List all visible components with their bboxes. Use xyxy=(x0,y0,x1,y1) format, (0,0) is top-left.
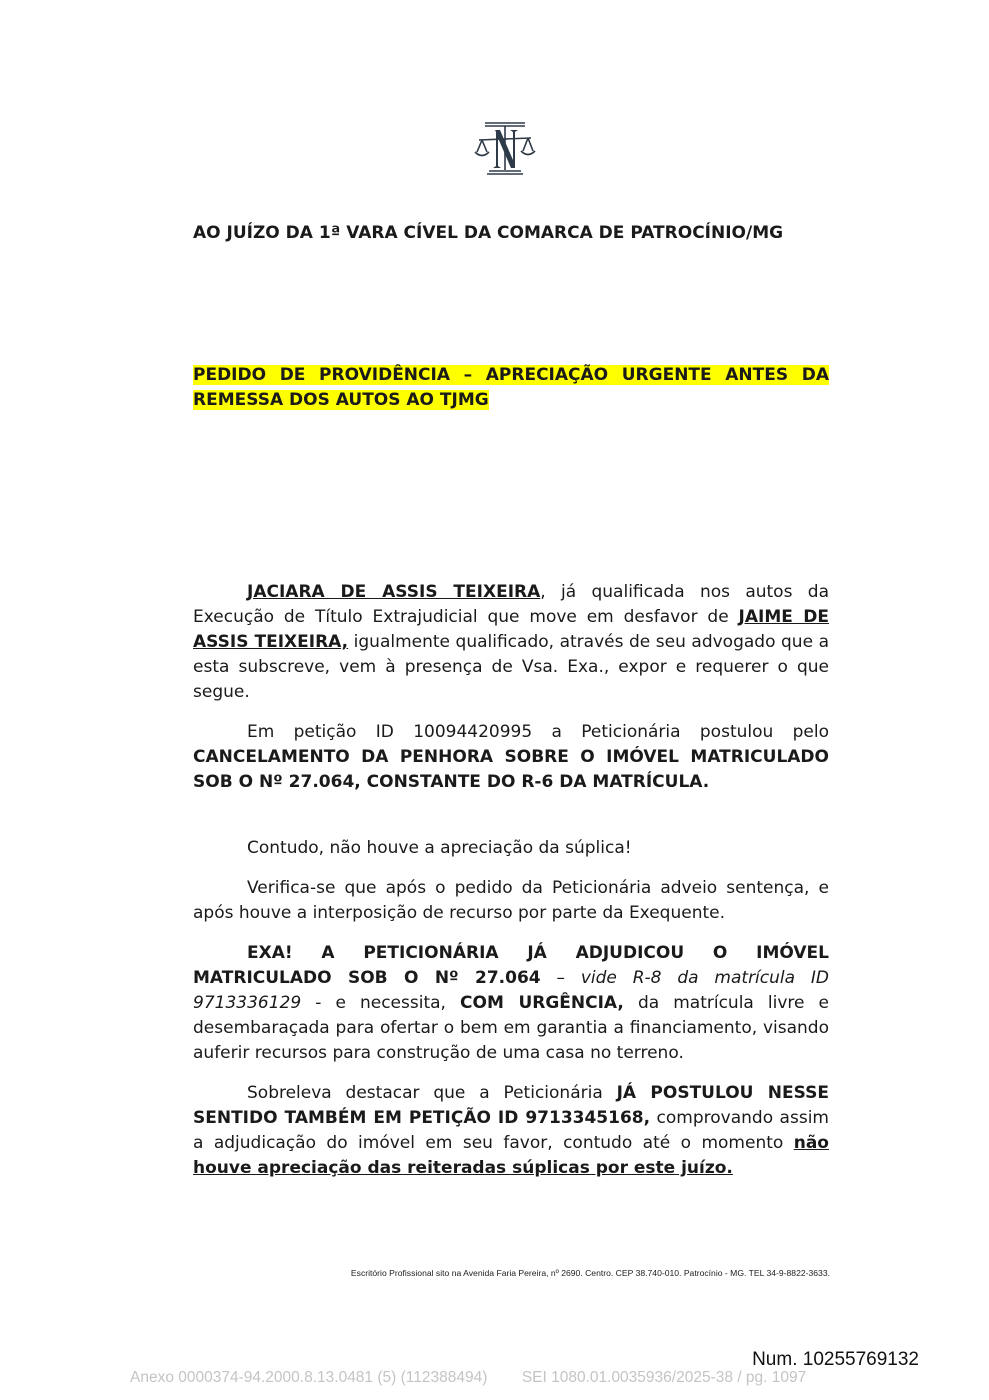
p6-bold-petition: JÁ POSTULOU NESSE SENTIDO TAMBÉM EM PETIÇÃO ID 9713345168, xyxy=(193,1083,829,1128)
petitioner-name: JACIARA DE ASSIS TEIXEIRA xyxy=(247,582,541,602)
p1-text-2: igualmente qualificado, através de seu advogado que a esta subscreve, vem à presença de Vsa. Exa., expor e requerer o que segue. xyxy=(193,632,830,702)
addressee-heading: AO JUÍZO DA 1ª VARA CÍVEL DA COMARCA DE PATROCÍNIO/MG xyxy=(193,223,784,243)
paragraph-sentence: Verifica-se que após o pedido da Peticionária adveio sentença, e após houve a interposição de recurso por parte da Exequente. xyxy=(193,878,829,923)
paragraph-previous-petition xyxy=(193,720,829,795)
p6-text-2: comprovando assim a adjudicação do imóvel em seu favor, contudo até o momento xyxy=(193,1108,829,1153)
p6-bold-underline-conclusion: não houve apreciação das reiteradas súplicas por este juízo. xyxy=(193,1133,829,1178)
paragraph-qualification xyxy=(193,580,829,705)
p5-text-2: - e necessita, xyxy=(301,993,461,1013)
annex-reference-watermark xyxy=(130,1369,806,1387)
paragraph-no-appreciation: Contudo, não houve a apreciação da súplica! xyxy=(247,838,632,858)
document-number: Num. 10255769132 xyxy=(752,1349,919,1370)
p5-text-3: da matrícula livre e desembaraçada para ofertar o bem em garantia a financiamento, visando auferir recursos para construção de uma casa no terreno. xyxy=(193,993,830,1063)
annex-reference-text: Anexo 0000374-94.2000.8.13.0481 (5) (112388494) SEI 1080.01.0035936/2025-38 / pg. 1097 xyxy=(130,1369,807,1386)
defendant-name: JAIME DE ASSIS TEIXEIRA, xyxy=(193,607,829,652)
p1-text-1: , já qualificada nos autos da Execução de Título Extrajudicial que move em desfavor de xyxy=(193,582,829,627)
scales-of-justice-logo xyxy=(473,118,537,176)
office-address-footer: Escritório Profissional sito na Avenida Faria Pereira, nº 2690. Centro. CEP 38.740-010. Patrocínio - MG. TEL 34-9-8822-3633. xyxy=(350,1268,830,1278)
p5-bold-urgency: COM URGÊNCIA, xyxy=(460,993,624,1013)
request-title-text: PEDIDO DE PROVIDÊNCIA – APRECIAÇÃO URGENTE ANTES DA REMESSA DOS AUTOS AO TJMG xyxy=(193,365,829,410)
p5-bold-1: EXA! A PETICIONÁRIA JÁ ADJUDICOU O IMÓVEL MATRICULADO SOB O Nº 27.064 xyxy=(193,943,829,988)
p2-bold-request: CANCELAMENTO DA PENHORA SOBRE O IMÓVEL MATRICULADO SOB O Nº 27.064, CONSTANTE DO R-6 DA MATRÍCULA. xyxy=(193,747,829,792)
p2-text-1: Em petição ID 10094420995 a Peticionária postulou pelo xyxy=(247,722,829,742)
paragraph-adjudication xyxy=(193,941,829,1066)
p6-text-1: Sobreleva destacar que a Peticionária xyxy=(247,1083,617,1103)
paragraph-reiterated-request xyxy=(193,1081,829,1181)
request-title xyxy=(193,363,829,413)
p5-italic-reference: vide R-8 da matrícula ID 9713336129 xyxy=(193,968,830,1013)
p5-text-1: – xyxy=(540,968,581,988)
